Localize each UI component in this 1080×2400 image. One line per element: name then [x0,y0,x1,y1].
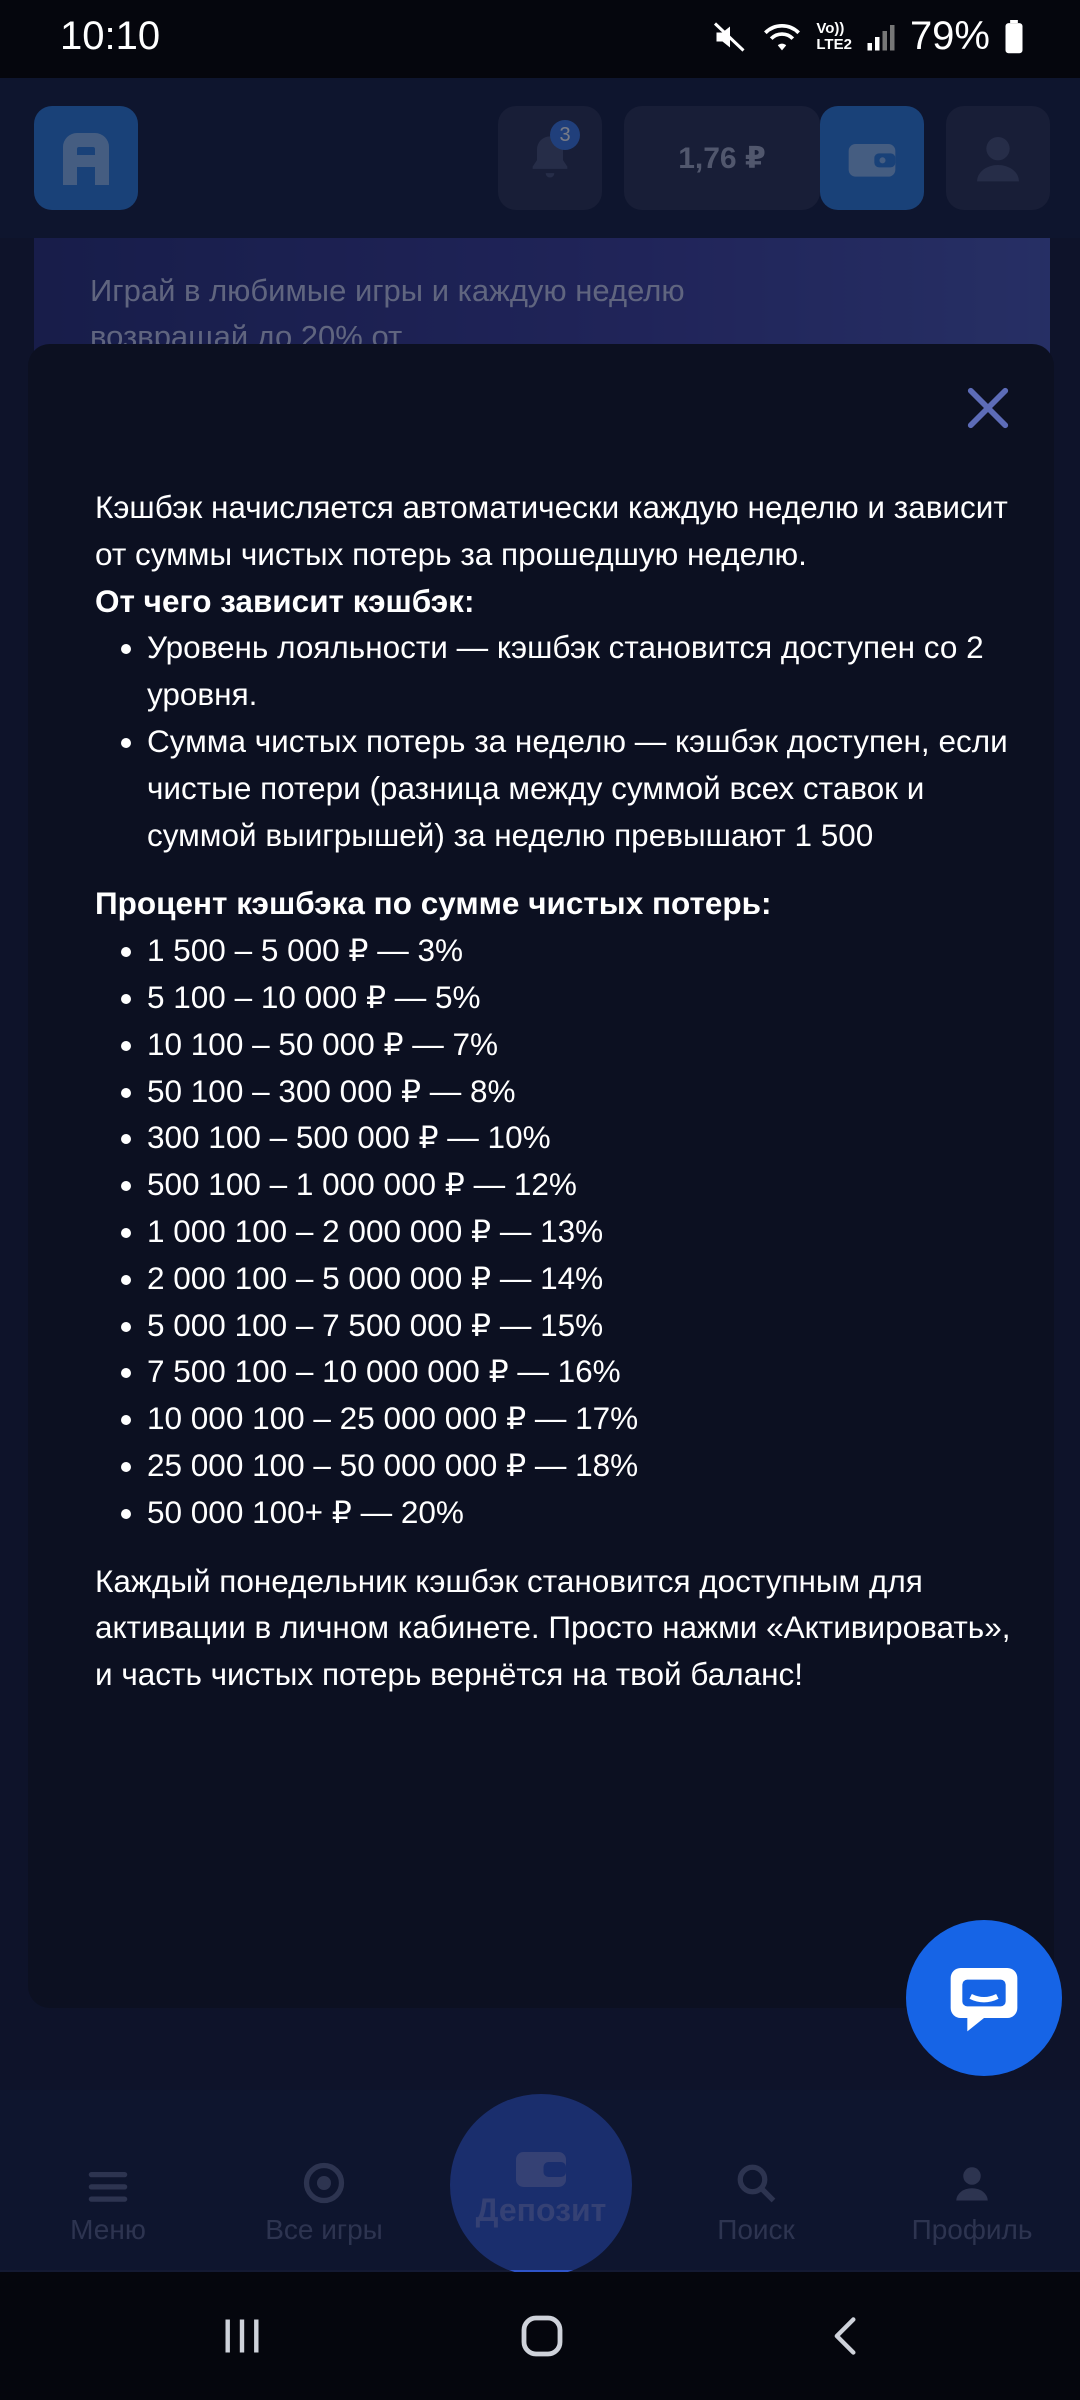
percent-item: • 50 100 – 300 000 ₽ — 8% [147,1068,1025,1115]
percent-item: • 5 000 100 – 7 500 000 ₽ — 15% [147,1302,1025,1349]
home-button[interactable] [502,2306,582,2366]
cashback-info-modal [28,344,1054,2008]
close-button[interactable] [958,378,1018,438]
percent-item: • 25 000 100 – 50 000 000 ₽ — 18% [147,1442,1025,1489]
percent-item: • 1 500 – 5 000 ₽ — 3% [147,927,1025,974]
recent-apps-button[interactable] [202,2306,282,2366]
home-icon [518,2312,566,2360]
network-label-top: Vo)) [816,19,845,37]
network-label-bottom: LTE2 [816,35,852,53]
recent-apps-icon [220,2314,264,2358]
percent-item: • 300 100 – 500 000 ₽ — 10% [147,1114,1025,1161]
status-icons [712,14,1024,59]
system-nav-bar [0,2272,1080,2400]
battery-icon [1004,20,1024,54]
mute-icon [712,19,748,55]
intro-text: Кэшбэк начисляется автоматически каждую неделю и зависит от суммы чистых потерь за прошедшую неделю. [95,489,1008,572]
depends-item: • Уровень лояльности — кэшбэк становится доступен со 2 уровня. [147,624,1025,718]
battery-percent: 79% [909,14,990,58]
back-button[interactable] [806,2306,886,2366]
depends-heading: От чего зависит кэшбэк: [95,582,475,619]
depends-list [95,624,1025,858]
depends-item: • Сумма чистых потерь за неделю — кэшбэк доступен, если чистые потери (разница между суммой всех ставок и суммой выигрышей) за неделю превышают 1 500 [147,718,1025,858]
close-icon [965,385,1011,431]
status-time: 10:10 [60,14,161,58]
percent-item: • 500 100 – 1 000 000 ₽ — 12% [147,1161,1025,1208]
percent-heading: Процент кэшбэка по сумме чистых потерь: [95,885,772,922]
percent-item: • 10 100 – 50 000 ₽ — 7% [147,1021,1025,1068]
status-bar [0,0,1080,78]
percent-item: • 10 000 100 – 25 000 000 ₽ — 17% [147,1395,1025,1442]
percent-item: • 1 000 100 – 2 000 000 ₽ — 13% [147,1208,1025,1255]
chat-support-button[interactable] [906,1920,1062,2076]
outro-text: Каждый понедельник кэшбэк становится доступным для активации в личном кабинете. Просто нажми «Активировать», и часть чистых потерь вернётся на твой баланс! [95,1562,1011,1693]
modal-content [95,484,1025,1698]
percent-list [95,927,1025,1535]
back-icon [824,2312,868,2360]
chat-bubble-icon [944,1958,1024,2038]
signal-icon [866,21,896,53]
percent-item: • 5 100 – 10 000 ₽ — 5% [147,974,1025,1021]
percent-item: • 50 000 100+ ₽ — 20% [147,1489,1025,1536]
network-label [816,21,852,53]
percent-item: • 2 000 100 – 5 000 000 ₽ — 14% [147,1255,1025,1302]
wifi-icon [762,19,802,55]
percent-item: • 7 500 100 – 10 000 000 ₽ — 16% [147,1348,1025,1395]
